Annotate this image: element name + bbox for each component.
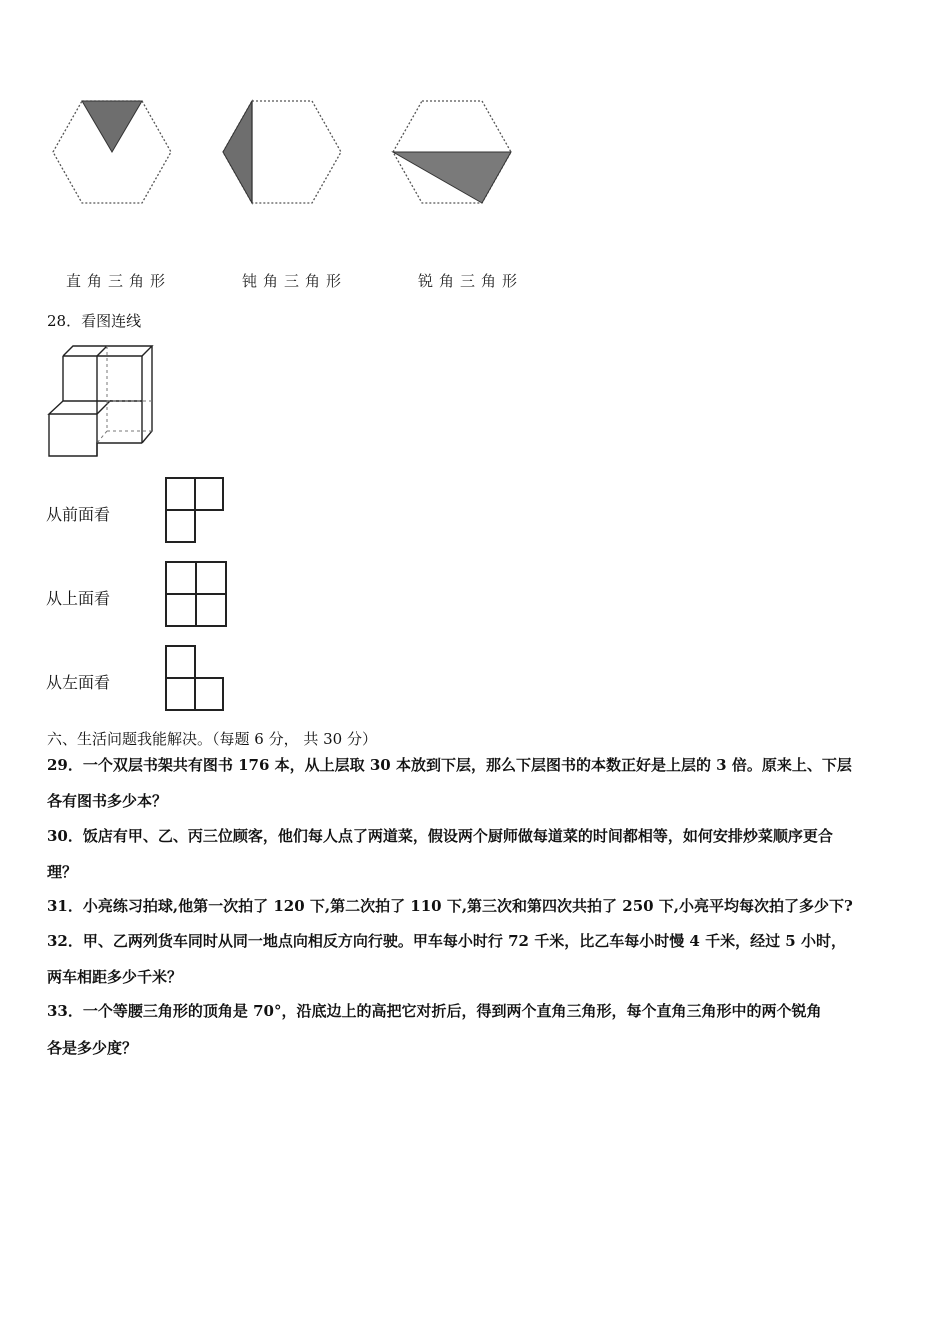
hexagon-right-triangle [50,98,174,208]
q33-line1: 33．一个等腰三角形的顶角是 70°，沿底边上的高把它对折后，得到两个直角三角形，每个直角三角形中的两个锐角 [47,1002,822,1020]
shaded-obtuse-triangle [223,101,252,203]
left-view-grid [164,644,226,712]
section-6-heading: 六、生活问题我能解决。（每题 6 分， 共 30 分） [47,730,377,748]
shaded-acute-triangle [393,152,511,203]
shaded-right-triangle [82,101,142,152]
caption-right-triangle: 直角三角形 [66,272,172,290]
top-view-grid [164,560,228,628]
hexagon-acute-triangle [390,98,514,208]
q29-line1: 29．一个双层书架共有图书 176 本，从上层取 30 本放到下层，那么下层图书的本数正好是上层的 3 倍。原来上、下层 [47,756,852,774]
caption-acute-triangle: 锐角三角形 [418,272,524,290]
q32-line1: 32．甲、乙两列货车同时从同一地点向相反方向行驶。甲车每小时行 72 千米，比乙车每小时慢 4 千米，经过 5 小时， [47,932,846,950]
caption-obtuse-triangle: 钝角三角形 [242,272,348,290]
hexagon-obtuse-triangle [220,98,344,208]
cube-stack-figure [46,343,156,460]
q31-line1: 31．小亮练习拍球,他第一次拍了 120 下,第二次拍了 110 下,第三次和第四次共拍了 250 下,小亮平均每次拍了多少下? [47,897,853,915]
view-label-front: 从前面看 [46,505,111,524]
q33-line2: 各是多少度？ [47,1039,138,1057]
q30-line1: 30．饭店有甲、乙、丙三位顾客，他们每人点了两道菜，假设两个厨师做每道菜的时间都相等，如何安排炒菜顺序更合 [47,827,833,845]
q32-line2: 两车相距多少千米？ [47,968,183,986]
view-label-left: 从左面看 [46,673,111,692]
view-label-top: 从上面看 [46,589,111,608]
q29-line2: 各有图书多少本？ [47,792,168,810]
front-view-grid [164,476,226,544]
q28-title: 28．看图连线 [47,312,142,330]
q30-line2: 理？ [47,863,78,881]
